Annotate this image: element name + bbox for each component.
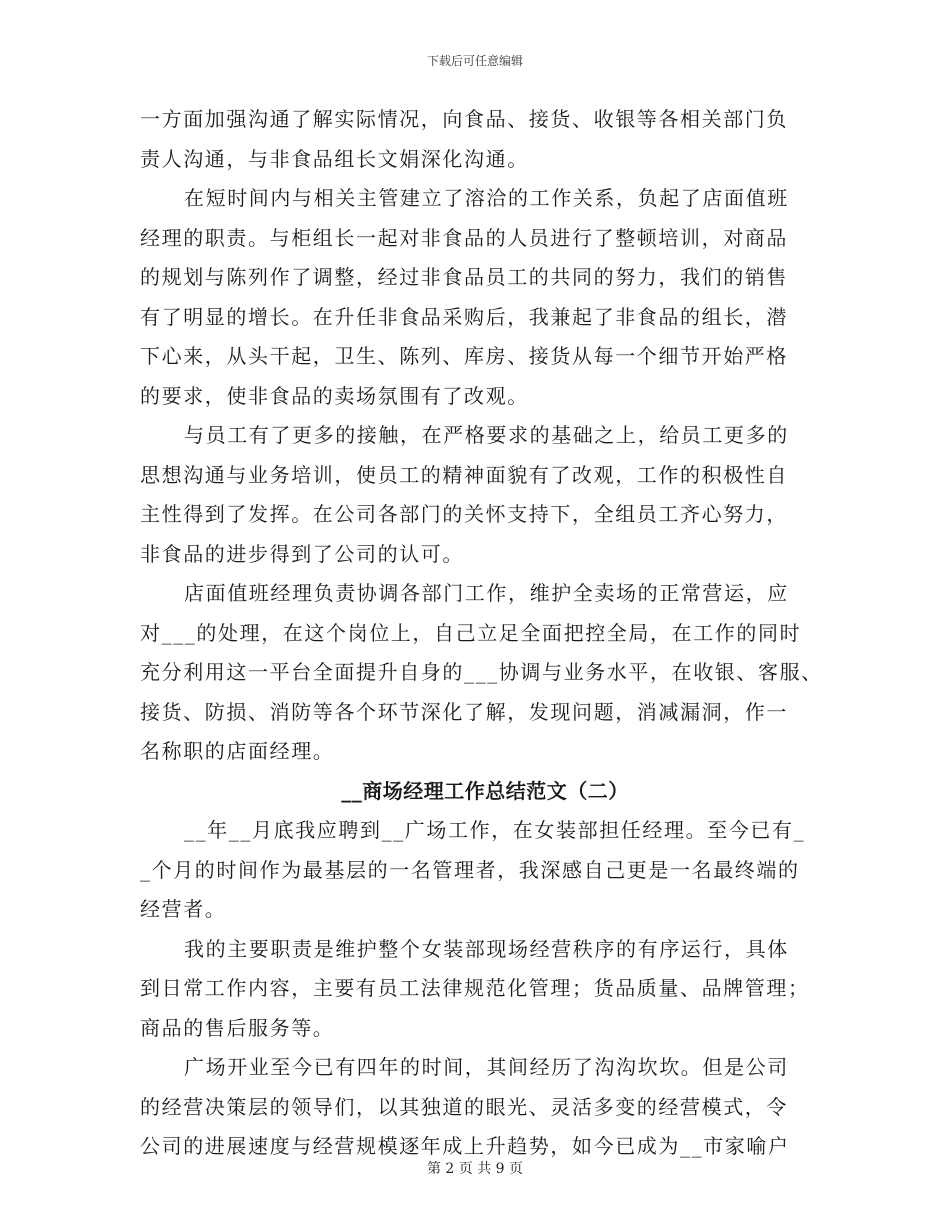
text-line: 我的主要职责是维护整个女装部现场经营秩序的有序运行，具体 [184,936,789,961]
text-line: 一方面加强沟通了解实际情况，向食品、接货、收银等各相关部门负 [140,107,788,131]
text-line: 下心来，从头干起，卫生、陈列、库房、接货从每一个细节开始严格 [140,344,788,368]
text-line: 责人沟通，与非食品组长文娟深化沟通。 [140,146,529,171]
text-line: 名称职的店面经理。 [140,739,335,763]
document-body [140,100,830,1167]
text-line: 的要求，使非食品的卖场氛围有了改观。 [140,383,529,408]
text-line: 非食品的进步得到了公司的认可。 [140,541,464,566]
text-line: 公司的进展速度与经营规模逐年成上升趋势，如今已成为__市家喻户 [140,1134,790,1158]
text-line: 有了明显的增长。在升任非食品采购后，我兼起了非食品的组长，潜 [140,304,788,329]
text-line: 商品的售后服务等。 [140,1015,335,1040]
page-header: 下载后可任意编辑 [426,54,523,68]
text-line: 思想沟通与业务培训，使员工的精神面貌有了改观，工作的积极性自 [140,462,788,487]
text-line: 的经营决策层的领导们，以其独道的眼光、灵活多变的经营模式，令 [140,1094,788,1119]
text-line: 广场开业至今已有四年的时间，其间经历了沟沟坎坎。但是公司 [184,1055,789,1079]
text-line: _个月的时间作为最基层的一名管理者，我深感自己更是一名最终端的 [140,857,800,882]
text-line: 与员工有了更多的接触，在严格要求的基础之上，给员工更多的 [184,423,789,447]
text-line: 充分利用这一平台全面提升自身的___协调与业务水平，在收银、客服、 [140,660,823,684]
text-line: 对___的处理，在这个岗位上，自己立足全面把控全局，在工作的同时 [140,620,802,645]
text-line: 到日常工作内容，主要有员工法律规范化管理；货品质量、品牌管理； [140,976,810,1000]
text-line: 在短时间内与相关主管建立了溶洽的工作关系，负起了店面值班 [184,186,789,210]
text-line: 接货、防损、消防等各个环节深化了解，发现问题，消减漏洞，作一 [140,699,788,724]
text-line: 的规划与陈列作了调整，经过非食品员工的共同的努力，我们的销售 [140,265,788,289]
section-heading: __商场经理工作总结范文（二） [341,778,629,803]
page-number: 第 2 页 共 9 页 [426,1161,524,1177]
text-line: 经理的职责。与柜组长一起对非食品的人员进行了整顿培训，对商品 [140,225,788,250]
text-line: 经营者。 [140,897,227,921]
text-line: 店面值班经理负责协调各部门工作，维护全卖场的正常营运，应 [184,581,789,605]
text-line: __年__月底我应聘到__广场工作，在女装部担任经理。至今已有_ [184,818,806,842]
text-line: 主性得到了发挥。在公司各部门的关怀支持下，全组员工齐心努力， [140,502,788,526]
